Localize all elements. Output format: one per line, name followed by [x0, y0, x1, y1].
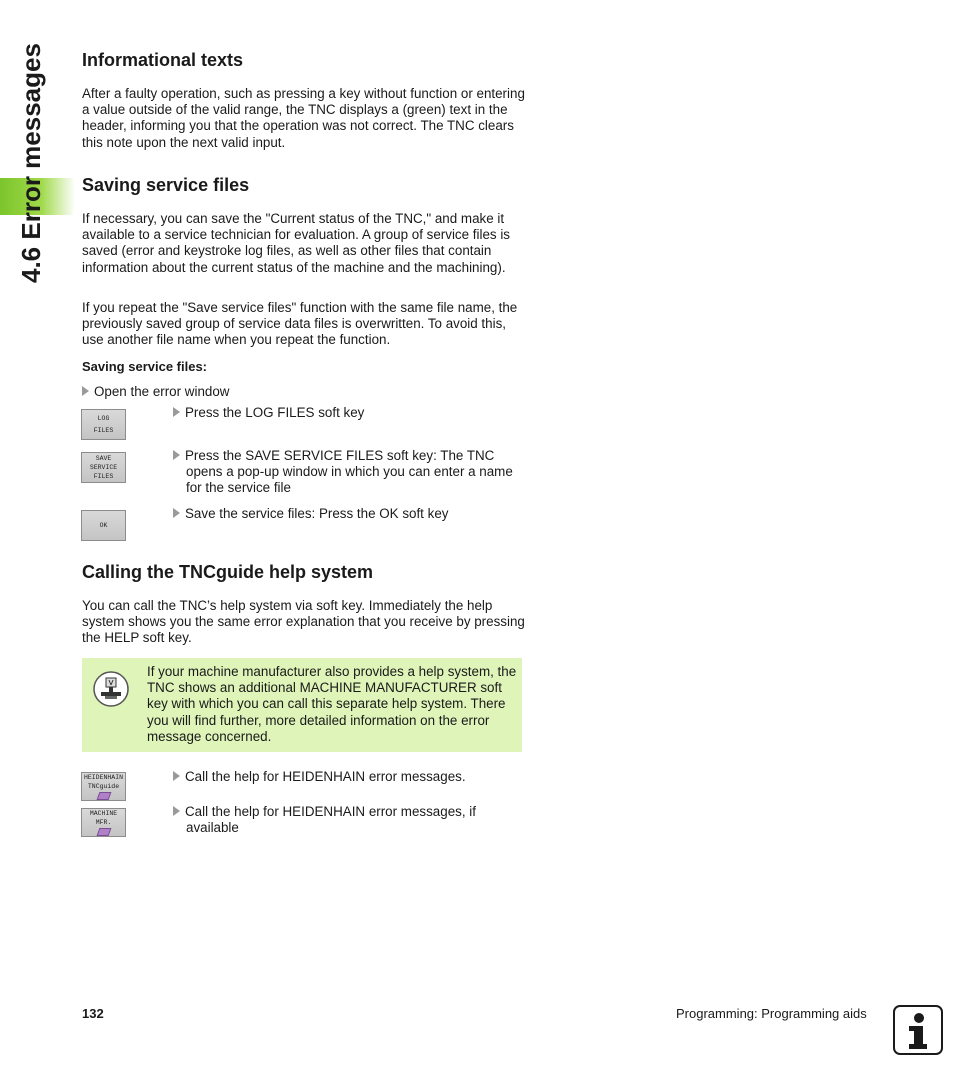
chapter-title: Programming: Programming aids	[676, 1006, 867, 1021]
arrow-right-icon	[173, 407, 180, 417]
arrow-right-icon	[173, 771, 180, 781]
paragraph-informational: After a faulty operation, such as pressing a key without function or entering a value outside of the valid range, the TNC displays a (green) text in the header, informing you that the operation was not correct. The TNC clears this note upon the next valid input.	[82, 86, 525, 150]
save-service-files-softkey[interactable]: SAVE SERVICE FILES	[81, 452, 126, 483]
heading-saving-service-files: Saving service files	[82, 175, 250, 195]
step-machine-mfr: Call the help for HEIDENHAIN error messages, if available	[173, 804, 526, 836]
machine-tool-icon	[92, 670, 130, 708]
step-ok: Save the service files: Press the OK soft key	[173, 506, 523, 522]
info-icon	[893, 1005, 943, 1055]
machine-note-text: If your machine manufacturer also provides a help system, the TNC shows an additional MACHINE MANUFACTURER soft key with which you can call this separate help system. There you will find further, more detailed information on the error message concerned.	[147, 664, 517, 744]
paragraph-tncguide: You can call the TNC’s help system via soft key. Immediately the help system shows you the same error explanation that you receive by pressing the HELP soft key.	[82, 598, 525, 646]
paragraph-saving-1: If necessary, you can save the "Current status of the TNC," and make it available to a service technician for evaluation. A group of service files is saved (error and keystroke log files, as well as other files that contain information about the current status of the machine and the machining).	[82, 211, 510, 275]
subheading-saving-steps: Saving service files:	[82, 359, 208, 374]
ok-softkey[interactable]: OK	[81, 510, 126, 541]
heading-informational-texts: Informational texts	[82, 50, 244, 70]
paragraph-saving-2: If you repeat the "Save service files" function with the same file name, the previously saved group of service data files is overwritten. To avoid this, use another file name when you repeat the function.	[82, 300, 518, 348]
step-save-service-files: Press the SAVE SERVICE FILES soft key: The TNC opens a pop-up window in which you can enter a name for the service file	[173, 448, 526, 497]
arrow-right-icon	[173, 508, 180, 518]
log-files-softkey[interactable]: LOG FILES	[81, 409, 126, 440]
step-log-files: Press the LOG FILES soft key	[173, 405, 523, 421]
machine-mfr-softkey[interactable]: MACHINE MFR.	[81, 808, 126, 837]
arrow-right-icon	[82, 386, 89, 396]
page-number: 132	[82, 1006, 104, 1021]
book-icon	[96, 792, 111, 800]
sidebar-section-title: 4.6 Error messages	[16, 43, 46, 283]
arrow-right-icon	[173, 450, 180, 460]
tncguide-softkey[interactable]: HEIDENHAIN TNCguide	[81, 772, 126, 801]
arrow-right-icon	[173, 806, 180, 816]
heading-tncguide: Calling the TNCguide help system	[82, 562, 374, 582]
step-tncguide: Call the help for HEIDENHAIN error messages.	[173, 769, 523, 785]
step-open-error-window: Open the error window	[82, 384, 229, 400]
book-icon	[96, 828, 111, 836]
